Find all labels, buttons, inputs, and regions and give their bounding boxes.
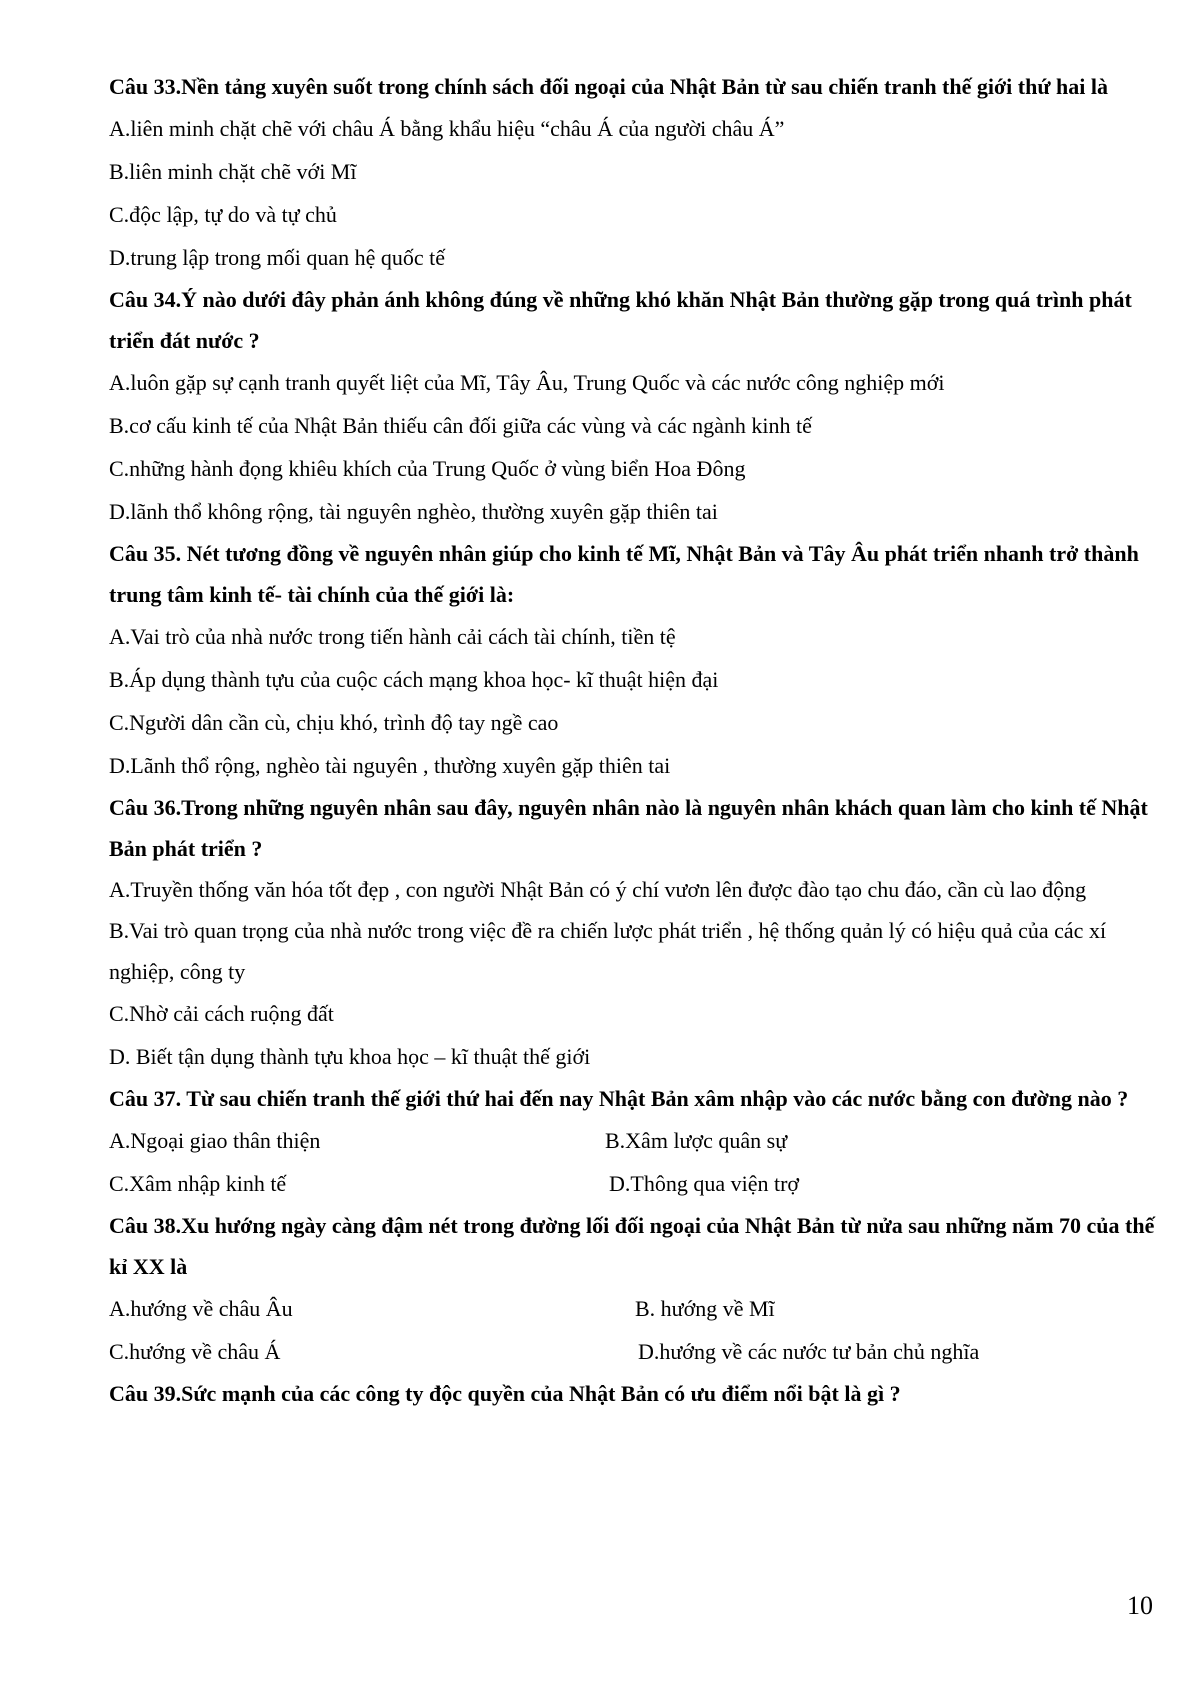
q37-option-b: B.Xâm lược quân sự [605, 1128, 788, 1153]
q34-option-a: A.luôn gặp sự cạnh tranh quyết liệt của Mĩ, Tây Âu, Trung Quốc và các nước công nghiệp mới [109, 370, 945, 395]
q38-option-a: A.hướng về châu Âu [109, 1296, 293, 1321]
q38-option-b: B. hướng về Mĩ [635, 1296, 775, 1321]
q37-option-a: A.Ngoại giao thân thiện [109, 1128, 321, 1153]
q34-option-d: D.lãnh thổ không rộng, tài nguyên nghèo, thường xuyên gặp thiên tai [109, 499, 718, 524]
q37-options-row-2 [109, 1162, 1159, 1205]
q36-option-d: D. Biết tận dụng thành tựu khoa học – kĩ thuật thế giới [109, 1044, 591, 1069]
question-37: Câu 37. Từ sau chiến tranh thế giới thứ hai đến nay Nhật Bản xâm nhập vào các nước bằng con đường nào ? [109, 1086, 1129, 1111]
q33-option-b: B.liên minh chặt chẽ với Mĩ [109, 159, 357, 184]
question-list [109, 66, 1159, 1414]
q33-option-a: A.liên minh chặt chẽ với châu Á bằng khẩu hiệu “châu Á của người châu Á” [109, 116, 785, 141]
q36-option-b: B.Vai trò quan trọng của nhà nước trong việc đề ra chiến lược phát triển , hệ thống quản lý có hiệu quả của các xí nghiệp, công ty [109, 918, 1107, 984]
q38-options-row-2 [109, 1330, 1159, 1373]
q34-option-b: B.cơ cấu kinh tế của Nhật Bản thiếu cân đối giữa các vùng và các ngành kinh tế [109, 413, 812, 438]
q37-option-c: C.Xâm nhập kinh tế [109, 1171, 287, 1196]
q36-option-a: A.Truyền thống văn hóa tốt đẹp , con người Nhật Bản có ý chí vươn lên được đào tạo chu đáo, cần cù lao động [109, 877, 1087, 902]
question-34: Câu 34.Ý nào dưới đây phản ánh không đúng về những khó khăn Nhật Bản thường gặp trong quá trình phát triển đát nước ? [109, 287, 1132, 353]
q35-option-d: D.Lãnh thổ rộng, nghèo tài nguyên , thường xuyên gặp thiên tai [109, 753, 671, 778]
q36-option-c: C.Nhờ cải cách ruộng đất [109, 1001, 334, 1026]
page-number: 10 [1127, 1591, 1153, 1620]
q35-option-a: A.Vai trò của nhà nước trong tiến hành cải cách tài chính, tiền tệ [109, 624, 676, 649]
question-33: Câu 33.Nền tảng xuyên suốt trong chính sách đối ngoại của Nhật Bản từ sau chiến tranh thế giới thứ hai là [109, 74, 1109, 99]
q34-option-c: C.những hành đọng khiêu khích của Trung Quốc ở vùng biển Hoa Đông [109, 456, 746, 481]
q37-options-row-1 [109, 1119, 1159, 1162]
q33-option-d: D.trung lập trong mối quan hệ quốc tế [109, 245, 446, 270]
question-35: Câu 35. Nét tương đồng về nguyên nhân giúp cho kinh tế Mĩ, Nhật Bản và Tây Âu phát triển nhanh trở thành trung tâm kinh tế- tài chính của thế giới là: [109, 541, 1139, 607]
q38-options-row-1 [109, 1287, 1159, 1330]
question-36: Câu 36.Trong những nguyên nhân sau đây, nguyên nhân nào là nguyên nhân khách quan làm cho kinh tế Nhật Bản phát triển ? [109, 795, 1148, 861]
question-39: Câu 39.Sức mạnh của các công ty độc quyền của Nhật Bản có ưu điểm nổi bật là gì ? [109, 1381, 901, 1406]
q35-option-c: C.Người dân cần cù, chịu khó, trình độ tay ngề cao [109, 710, 559, 735]
question-38: Câu 38.Xu hướng ngày càng đậm nét trong đường lối đối ngoại của Nhật Bản từ nửa sau những năm 70 của thế kỉ XX là [109, 1213, 1155, 1279]
q38-option-d: D.hướng về các nước tư bản chủ nghĩa [638, 1339, 980, 1364]
q33-option-c: C.độc lập, tự do và tự chủ [109, 202, 337, 227]
q35-option-b: B.Áp dụng thành tựu của cuộc cách mạng khoa học- kĩ thuật hiện đại [109, 667, 719, 692]
q37-option-d: D.Thông qua viện trợ [609, 1171, 800, 1196]
q38-option-c: C.hướng về châu Á [109, 1339, 281, 1364]
